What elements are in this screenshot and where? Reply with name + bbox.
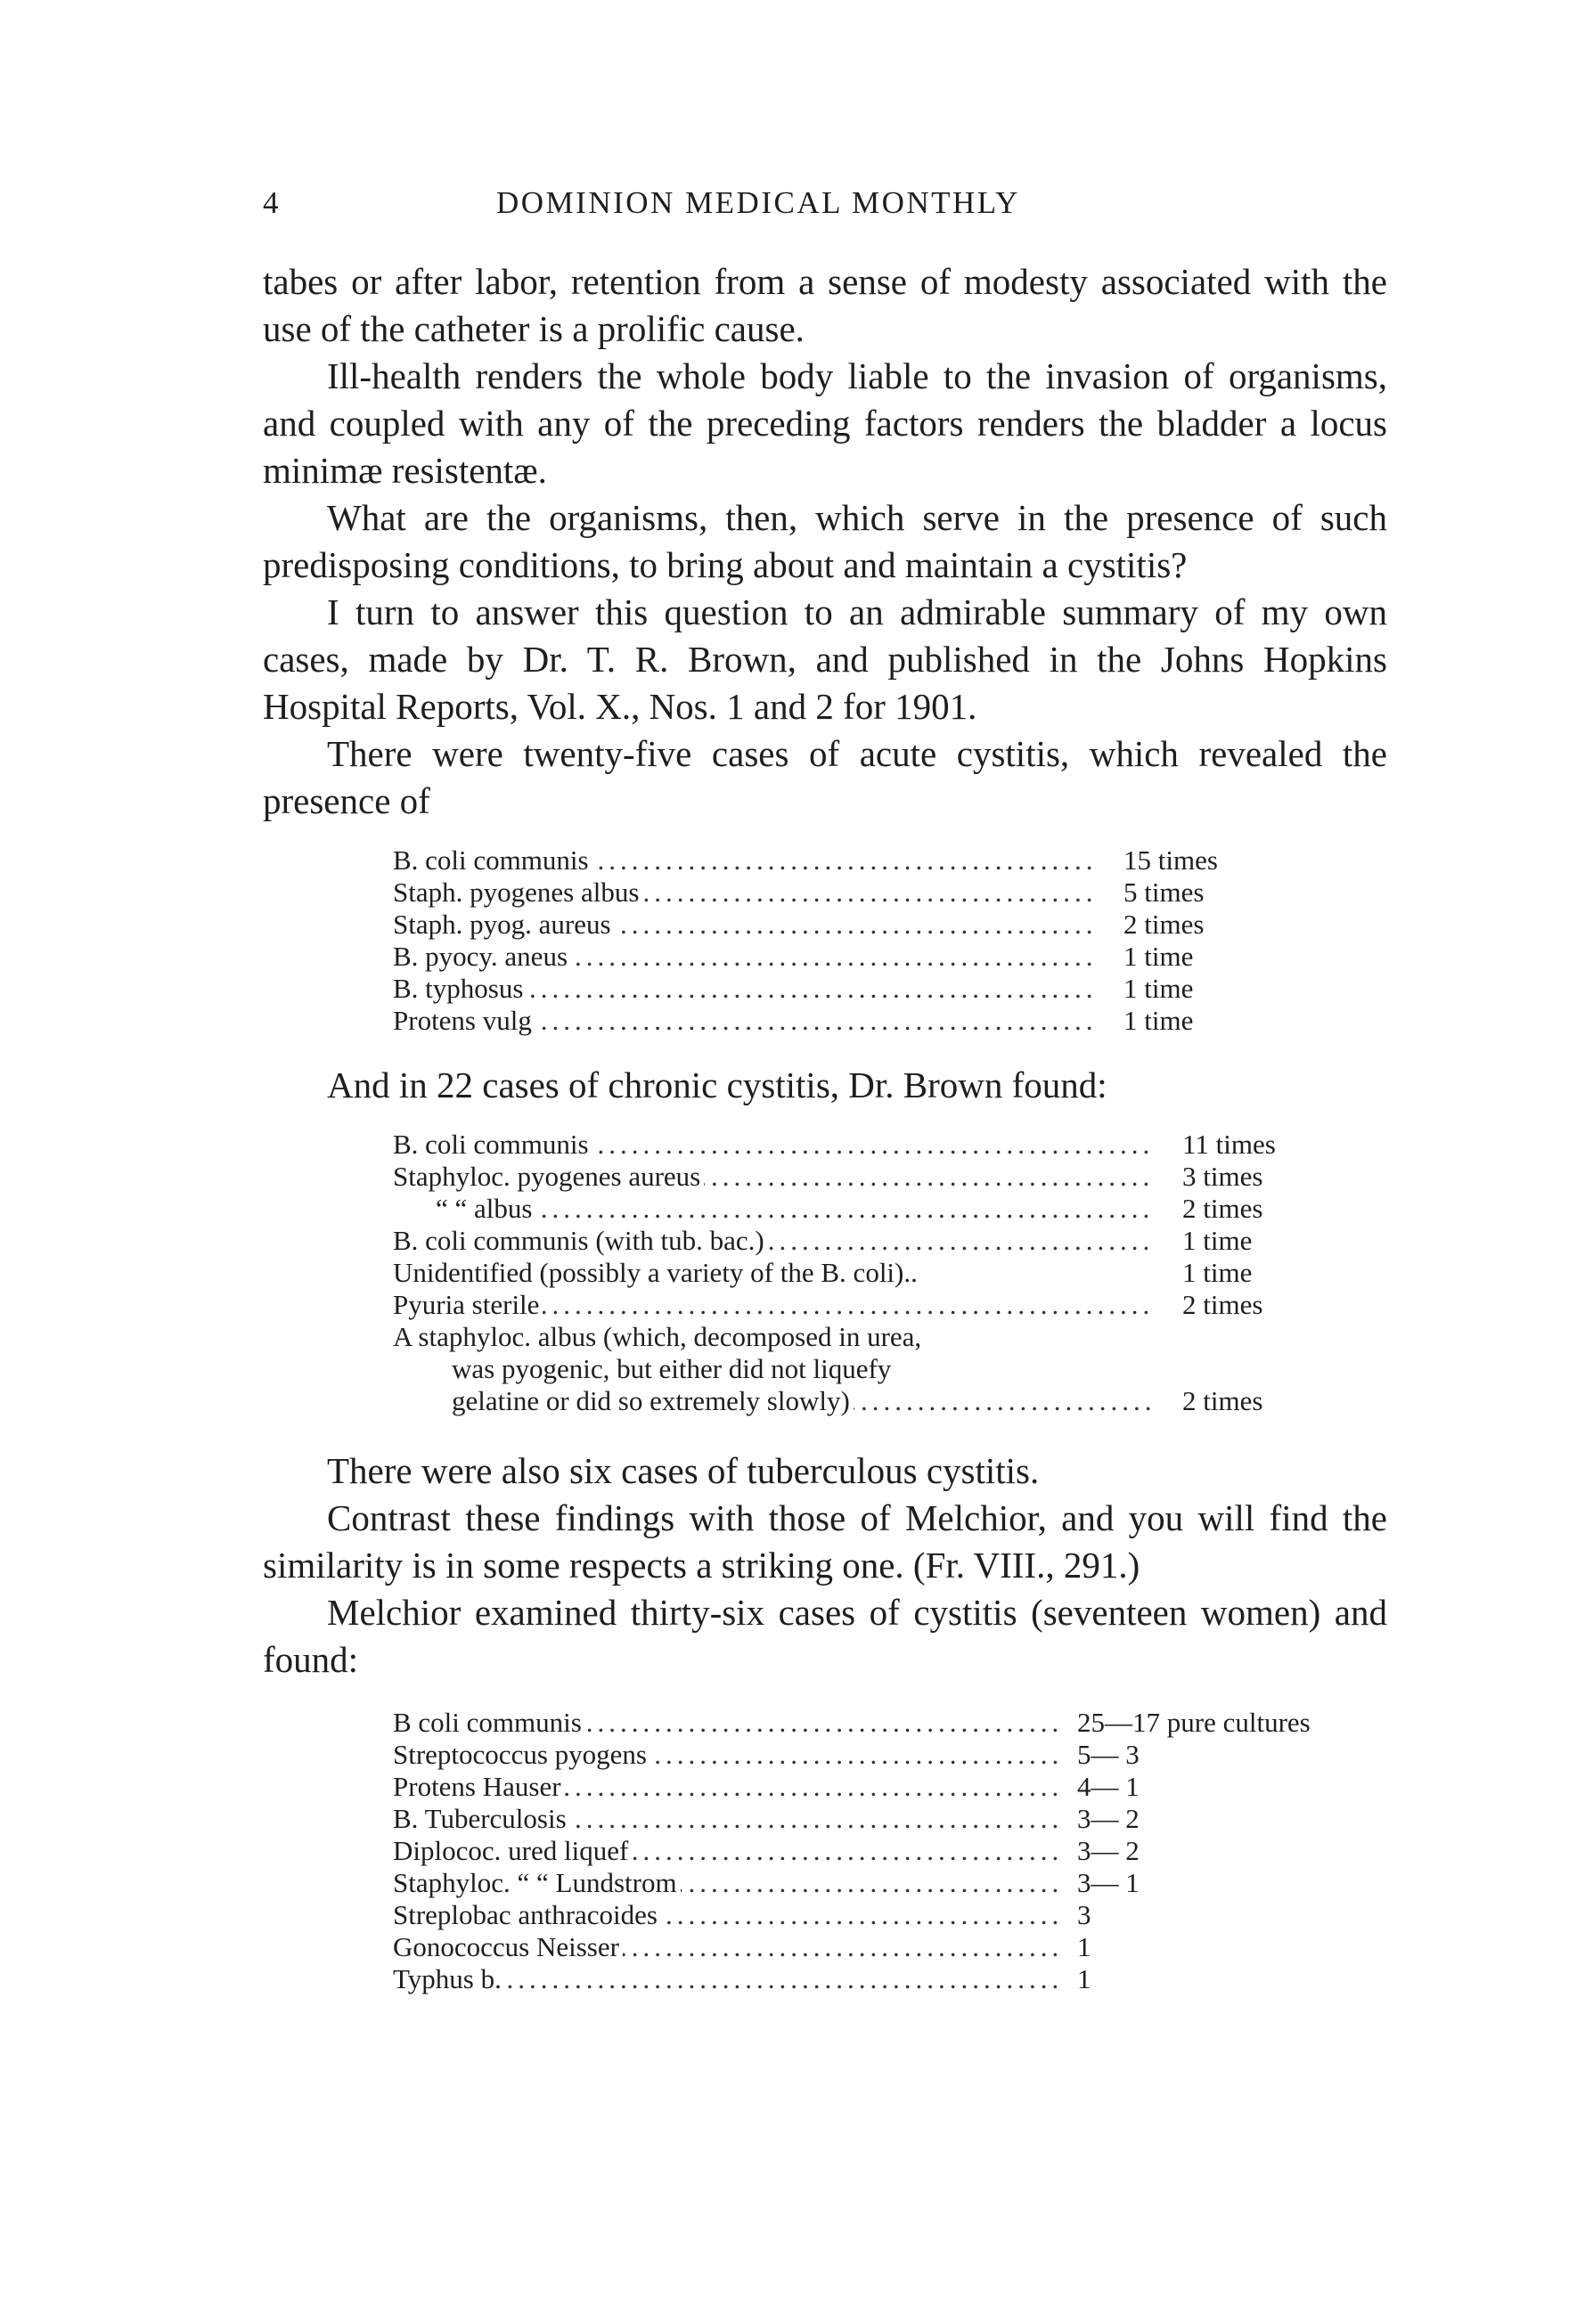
count-cell — [1164, 1353, 1276, 1385]
acute-cystitis-table — [393, 844, 1218, 1037]
organism-cell: ..... B. pyocy. aneus — [393, 941, 1106, 973]
paragraph: What are the organisms, then, which serve in the presence of such predisposing conditions, to bring about and maintain a cystitis? — [263, 497, 1387, 585]
paragraph: tabes or after labor, retention from a sense of modesty associated with the use of the catheter is a prolific cause. — [263, 261, 1387, 349]
organism-cell: ..... Protens vulg — [393, 1005, 1106, 1037]
paragraph: And in 22 cases of chronic cystitis, Dr. Brown found: — [327, 1064, 1107, 1105]
count-cell: 1 time — [1182, 1225, 1253, 1256]
page-header — [263, 185, 1387, 232]
organism-cell: ..... Staphyloc. pyogenes aureus — [393, 1161, 1164, 1193]
table-row — [393, 1899, 1311, 1931]
paragraph: There were also six cases of tuberculous cystitis. — [327, 1450, 1040, 1491]
table-row — [393, 1353, 1276, 1385]
count-cell: 3— 1 — [1077, 1867, 1140, 1898]
table-row — [393, 1225, 1276, 1257]
organism-cell: ..... “ “ albus — [393, 1193, 1164, 1225]
organism-cell: ..... Pyuria sterile — [393, 1289, 1164, 1321]
paragraph: I turn to answer this question to an admirable summary of my own cases, made by Dr. T. R. Brown, and published in the Johns Hopkins Hospital Reports, Vol. X., Nos. 1 and 2 for 1901. — [263, 591, 1387, 727]
table-row — [393, 1963, 1311, 1995]
table-row — [393, 1161, 1276, 1193]
body-text — [263, 258, 1387, 1995]
melchior-table — [393, 1707, 1311, 1995]
table-row — [393, 844, 1218, 877]
count-cell: 2 times — [1182, 1289, 1263, 1320]
count-cell: 1 — [1077, 1963, 1091, 1994]
table-row — [393, 909, 1218, 941]
organism-cell: ..... B. Tuberculosis — [393, 1803, 1070, 1835]
table-row — [393, 1803, 1311, 1835]
organism-cell: ..... Staphyloc. “ “ Lundstrom — [393, 1867, 1070, 1899]
count-cell: 4— 1 — [1077, 1771, 1140, 1802]
count-cell: 3 — [1077, 1899, 1091, 1930]
count-cell: 1 — [1077, 1931, 1091, 1962]
table-row — [393, 1771, 1311, 1803]
table-row — [393, 1129, 1276, 1161]
count-cell: 1 time — [1123, 1005, 1194, 1036]
paragraph: There were twenty-five cases of acute cystitis, which revealed the presence of — [263, 733, 1387, 821]
organism-cell: Unidentified (possibly a variety of the B. coli).. — [393, 1257, 1164, 1289]
count-cell: 25—17 pure cultures — [1077, 1707, 1311, 1738]
table-row — [393, 1257, 1276, 1289]
count-cell: 1 time — [1123, 941, 1194, 972]
count-cell: 1 time — [1182, 1257, 1253, 1288]
paragraph: Melchior examined thirty-six cases of cystitis (seventeen women) and found: — [263, 1592, 1387, 1680]
organism-cell: ..... B. coli communis (with tub. bac.) — [393, 1225, 1164, 1257]
organism-cell: ..... Gonococcus Neisser — [393, 1931, 1070, 1963]
count-cell: 3— 2 — [1077, 1835, 1140, 1866]
organism-cell: ..... Streptococcus pyogens — [393, 1739, 1070, 1771]
count-cell: 5— 3 — [1077, 1739, 1140, 1770]
table-row — [393, 973, 1218, 1005]
table-row — [393, 1739, 1311, 1771]
organism-cell: ..... Diplococ. ured liquef — [393, 1835, 1070, 1867]
count-cell: 3— 2 — [1077, 1803, 1140, 1834]
count-cell: 2 times — [1182, 1385, 1263, 1416]
organism-cell: ..... Protens Hauser — [393, 1771, 1070, 1803]
organism-cell: ..... Staph. pyogenes albus — [393, 877, 1106, 909]
table-row — [393, 877, 1218, 909]
count-cell: 2 times — [1182, 1193, 1263, 1224]
organism-cell: ..... Staph. pyog. aureus — [393, 909, 1106, 941]
table-row — [393, 1931, 1311, 1963]
organism-cell: was pyogenic, but either did not liquefy — [393, 1353, 1164, 1385]
page-number: 4 — [263, 185, 281, 220]
organism-cell: ..... gelatine or did so extremely slowly) — [393, 1385, 1164, 1417]
running-head: DOMINION MEDICAL MONTHLY — [496, 185, 1020, 220]
paragraph: Contrast these findings with those of Melchior, and you will find the similarity is in some respects a striking one. (Fr. VIII., 291.) — [263, 1497, 1387, 1586]
organism-cell: ..... B. coli communis — [393, 1129, 1164, 1161]
organism-cell: ..... B coli communis — [393, 1707, 1070, 1739]
table-row — [393, 1289, 1276, 1321]
table-row — [393, 1867, 1311, 1899]
table-row — [393, 1193, 1276, 1225]
count-cell: 3 times — [1182, 1161, 1263, 1192]
count-cell: 2 times — [1123, 909, 1205, 940]
organism-cell: ..... B. typhosus — [393, 973, 1106, 1005]
table-row — [393, 1005, 1218, 1037]
paragraph: Ill-health renders the whole body liable to the invasion of organisms, and coupled with any of the preceding factors renders the bladder a locus minimæ resistentæ. — [263, 355, 1387, 491]
table-row — [393, 1707, 1311, 1739]
organism-cell: ..... B. coli communis — [393, 844, 1106, 877]
chronic-cystitis-table — [393, 1129, 1276, 1417]
count-cell: 11 times — [1182, 1129, 1276, 1160]
table-row — [393, 1385, 1276, 1417]
count-cell: 15 times — [1123, 844, 1218, 876]
organism-cell: A staphyloc. albus (which, decomposed in urea, — [393, 1321, 1164, 1353]
organism-cell: ..... Typhus b. — [393, 1963, 1070, 1995]
count-cell — [1164, 1321, 1276, 1353]
table-row — [393, 1321, 1276, 1353]
table-row — [393, 941, 1218, 973]
organism-cell: ..... Streplobac anthracoides — [393, 1899, 1070, 1931]
count-cell: 1 time — [1123, 973, 1194, 1004]
table-row — [393, 1835, 1311, 1867]
count-cell: 5 times — [1123, 877, 1205, 908]
